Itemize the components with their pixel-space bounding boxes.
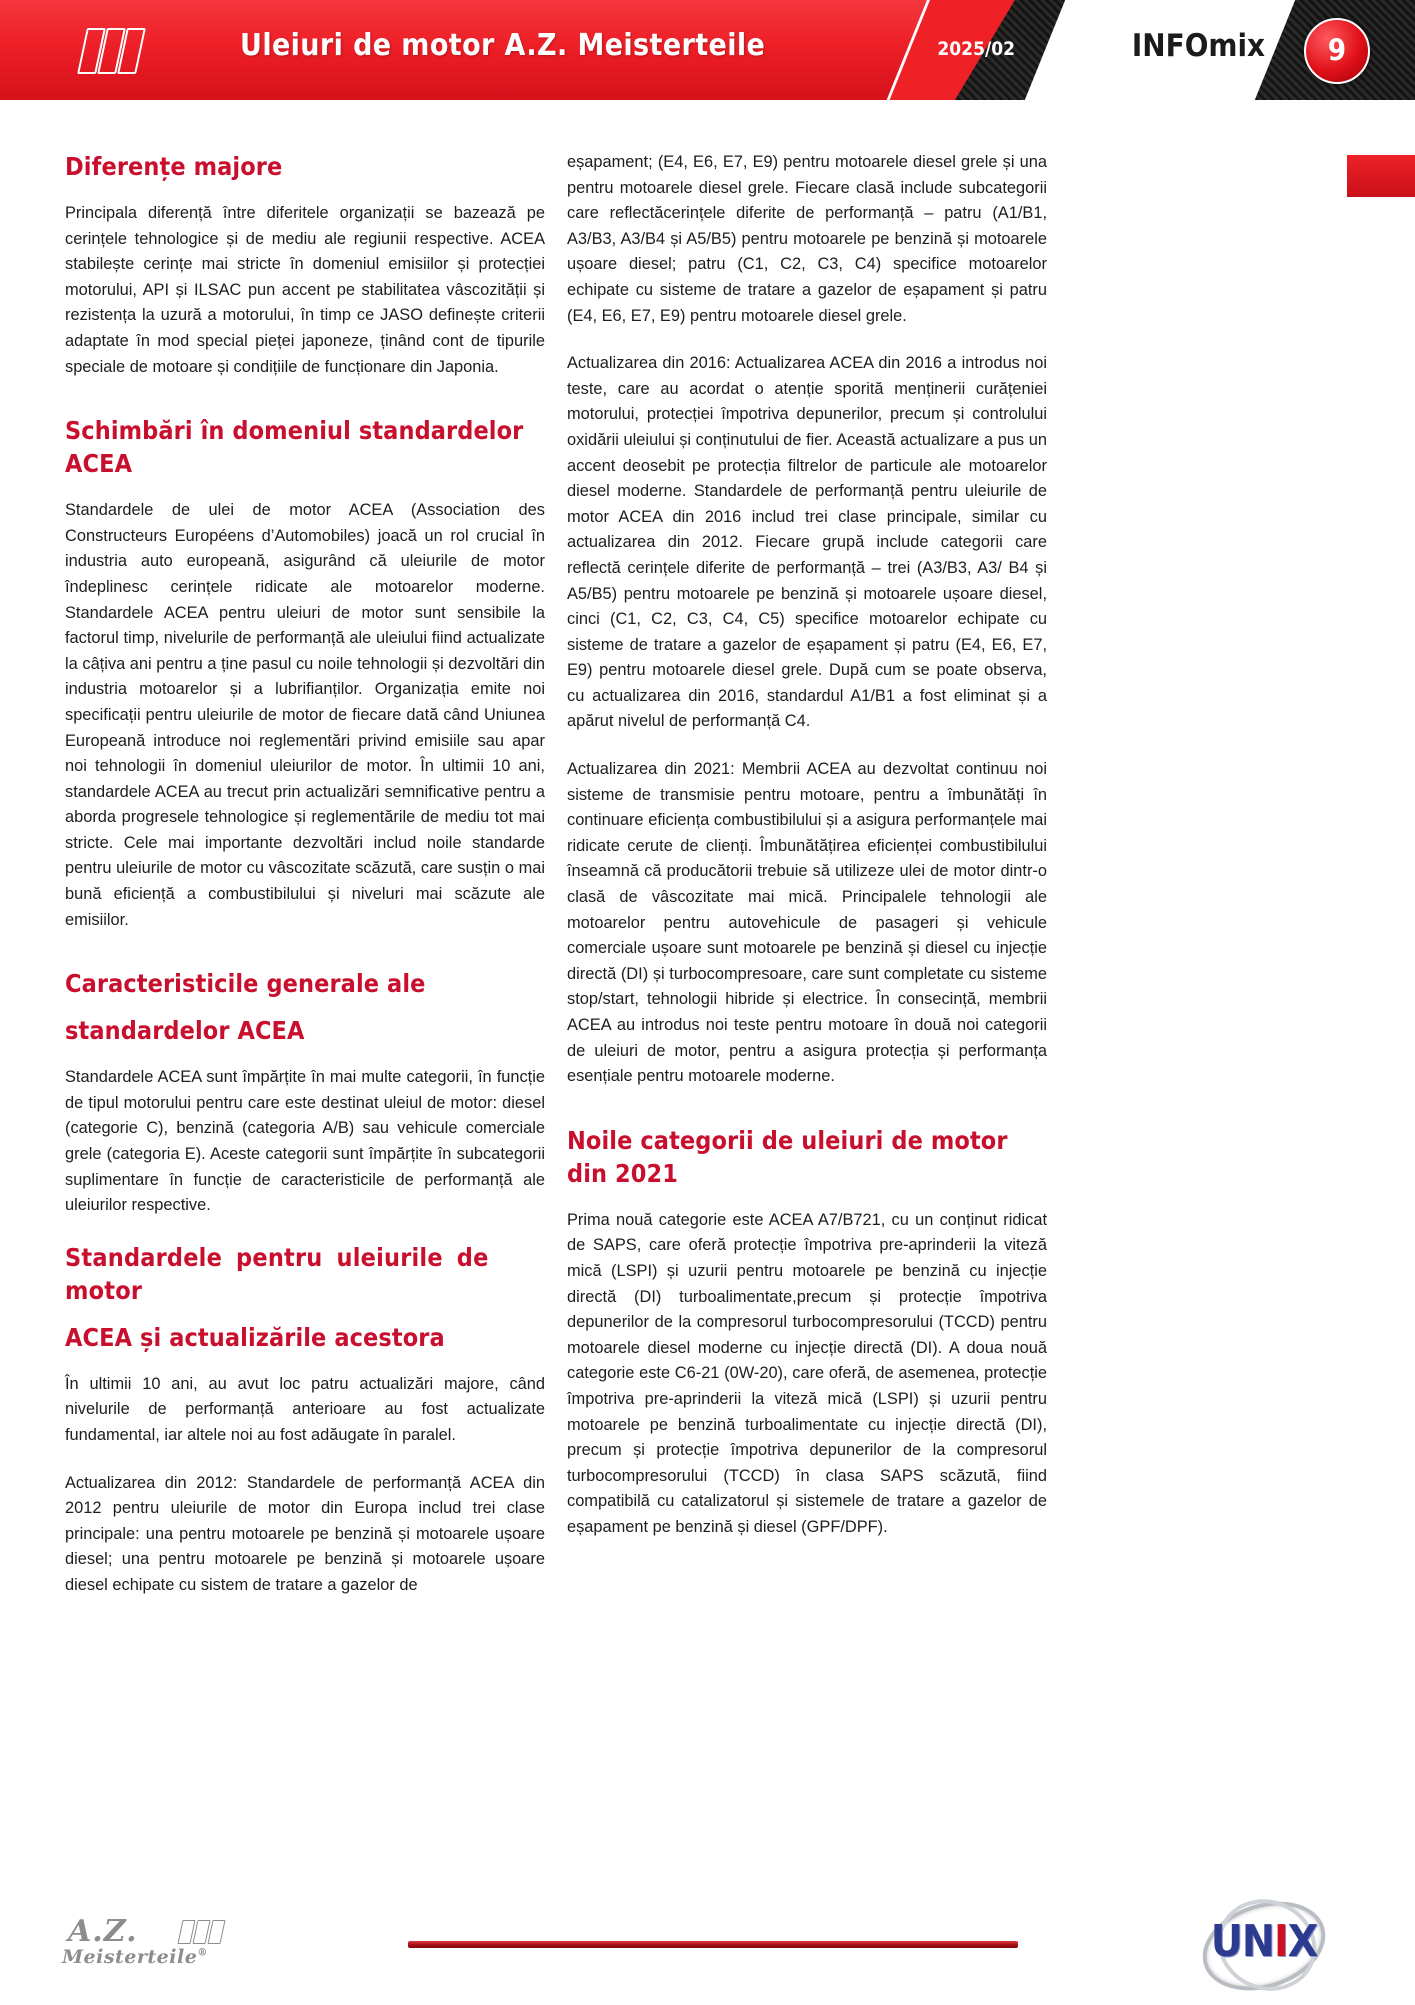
heading-noile-categorii-2021: Noile categorii de uleiuri de motor din 2021 <box>567 1125 1008 1188</box>
page-footer <box>0 1890 1415 2000</box>
right-column <box>567 150 1047 1541</box>
unix-logo <box>1183 1902 1343 1982</box>
paragraph-noile-categorii: Prima nouă categorie este ACEA A7/B721, cu un conținut ridicat de SAPS, care oferă protecție împotriva pre-aprinderii la viteză mică (LSPI) și uzurii pentru motoarele pe benzină cu injecție directă (DI) turboalimentate,precum și protecție împotriva depunerilor de la compresorul turbocompresorului (TCCD) pentru motoarele diesel moderne cu injecție directă (DI). A doua nouă categorie este C6-21 (0W-20), care oferă, de asemenea, protecție împotriva pre-aprinderii la viteză mică (LSPI) și uzurii pentru motoarele pe benzină turboalimentate cu injecție directă (DI), precum și protecție împotriva depunerilor de la compresorul turbocompresorului (TCCD) în clasa SAPS scăzută, fiind compatibilă cu catalizatorul și sistemele de tratare a gazelor de eșapament pe benzină și diesel (GPF/DPF). <box>567 1210 1047 1536</box>
unix-text-i: I <box>1274 1916 1288 1967</box>
az-logo-script: A.Z. <box>68 1914 138 1949</box>
unix-text-left: UN <box>1210 1916 1275 1967</box>
unix-logo-text <box>1189 1916 1339 1967</box>
heading-caracteristici-generale-line2: standardelor ACEA <box>65 1016 305 1046</box>
header-right-block <box>937 0 1415 100</box>
registered-mark: ® <box>197 1947 208 1959</box>
heading-standarde-uleiuri-line2: ACEA și actualizările acestora <box>65 1322 445 1352</box>
issue-date: 2025/02 <box>937 38 1015 60</box>
page-number: 9 <box>1327 33 1347 67</box>
paragraph-actualizarea-2012: Actualizarea din 2012: Standardele de performanță ACEA din 2012 pentru uleiurile de motor din Europa includ trei clase principale: una pentru motoarele pe benzină și motoarele ușoare diesel; una pentru motoarele pe benzină și motoarele ușoare diesel echipate cu sistem de tratare a gazelor de <box>65 1473 545 1594</box>
paragraph-caracteristici-generale: Standardele ACEA sunt împărțite în mai multe categorii, în funcție de tipul motorului pentru care este destinat uleiul de motor: diesel (categorie C), benzină (categoria A/B) sau vehicule comerciale grele (categoria E). Aceste categorii sunt împărțite în subcategorii suplimentare în funcție de caracteristicile de performanță ale uleiurilor respective. <box>65 1068 545 1215</box>
az-three-bars-icon <box>180 1920 232 1944</box>
brand-text: INFOmix <box>1131 28 1265 64</box>
footer-divider <box>408 1941 1018 1948</box>
brand-label <box>1132 28 1265 64</box>
paragraph-esapament-clase: eșapament; (E4, E6, E7, E9) pentru motoarele diesel grele și una pentru motoarele diesel grele. Fiecare clasă include subcategorii care reflectăcerințele diferite de performanță – patru (A1/B1, A3/B3, A3/B4 și A5/B5) pentru motoarele pe benzină și motoarele ușoare diesel; patru (C1, C2, C3, C4) specifice motoarelor echipate cu sisteme de tratare a gazelor de eșapament și patru (E4, E6, E7, E9) pentru motoarele diesel grele. <box>567 153 1047 325</box>
heading-diferente-majore: Diferențe majore <box>65 152 283 181</box>
page-header <box>0 0 1415 100</box>
left-column <box>65 150 545 1599</box>
heading-schimbari-standarde-acea: Schimbări în domeniul standardelor ACEA <box>65 416 524 479</box>
az-logo-subtitle-text: Meisterteile <box>62 1946 198 1968</box>
paragraph-actualizarea-2021: Actualizarea din 2021: Membrii ACEA au dezvoltat continuu noi sisteme de transmisie pentru motoare, pentru a îmbunătăți în continuare eficiența combustibilului și a asigura performanțele mai ridicate cerute de clienți. Îmbunătățirea eficienței combustibilului înseamnă că producătorii trebuie să utilizeze ulei de motor dintr-o clasă de vâscozitate mai mică. Principalele tehnologii ale motoarelor pentru autovehicule de pasageri și vehicule comerciale ușoare sunt motoarele pe benzină și diesel cu injecție directă (DI) și turbocompresoare, care sunt completate cu sisteme stop/start, tehnologii hibride și electrice. În consecință, membrii ACEA au introdus noi teste pentru motoare în două noi categorii de uleiuri de motor, pentru a asigura protecția și performanța esențiale pentru motoarele moderne. <box>567 760 1047 1086</box>
unix-text-right: X <box>1287 1916 1318 1967</box>
az-three-bars-icon <box>82 28 152 72</box>
heading-caracteristici-generale-line1: Caracteristicile generale ale <box>65 969 426 999</box>
az-meisterteile-logo <box>62 1914 262 1978</box>
heading-standarde-uleiuri-line1: Standardele pentru uleiurile de motor <box>65 1242 489 1305</box>
page-number-badge <box>1304 18 1370 84</box>
paragraph-schimbari-standarde-acea: Standardele de ulei de motor ACEA (Association des Constructeurs Européens d’Automobiles) joacă un rol crucial în industria auto europeană, asigurând că uleiurile de motor îndeplinesc cerințele ridicate ale motoarelor moderne. Standardele ACEA pentru uleiuri de motor sunt sensibile la factorul timp, nivelurile de performanță ale uleiului fiind actualizate la câțiva ani pentru a ține pasul cu noile tehnologii și dezvoltări din industria motoarelor și a lubrifianților. Organizația emite noi specificații pentru uleiurile de motor de fiecare dată când Uniunea Europeană introduce noi reglementări privind emisiile sau apar noi tehnologii în domeniul uleiurilor de motor. În ultimii 10 ani, standardele ACEA au trecut prin actualizări semnificative pentru a aborda progresele tehnologice și reglementările de mediu tot mai stricte. Cele mai importante dezvoltări includ noile standarde pentru uleiurile de motor cu vâscozitate scăzută, care susțin o mai bună eficiență a combustibilului și niveluri mai scăzute ale emisiilor. <box>65 501 545 929</box>
edge-tab-marker <box>1347 155 1415 197</box>
page-title: Uleiuri de motor A.Z. Meisterteile <box>240 28 766 63</box>
paragraph-diferente-majore: Principala diferență între diferitele organizații se bazează pe cerințele tehnologice și de mediu ale regiunii respective. ACEA stabilește cerințe mai stricte în domeniul emisiilor și protecției motorului, API și ILSAC pun accent pe stabilitatea vâscozității și rezistența la uzură a motorului, în timp ce JASO definește criterii adaptate în mod special pieței japoneze, ținând cont de tipurile speciale de motoare și condițiile de funcționare din Japonia. <box>65 204 545 376</box>
paragraph-actualizarea-2016: Actualizarea din 2016: Actualizarea ACEA din 2016 a introdus noi teste, care au acordat o atenție sporită menținerii curățeniei motorului, protecției împotriva depunerilor, precum și controlului oxidării uleiului și conținutului de fier. Această actualizare a pus un accent deosebit pe protecția filtrelor de particule ale motoarelor diesel moderne. Standardele de performanță pentru uleiurile de motor ACEA din 2016 includ trei clase principale, similar cu actualizarea din 2012. Fiecare grupă include categorii care reflectă cerințele diferite de performanță – trei (A3/B3, A3/ B4 și A5/B5) pentru motoarele pe benzină și motoarele ușoare diesel, cinci (C1, C2, C3, C4, C5) specifice motoarelor echipate cu sisteme de tratare a gazelor de eșapament și patru (E4, E6, E7, E9) pentru motoarele diesel grele. După cum se poate observa, cu actualizarea din 2016, standardul A1/B1 a fost eliminat și a apărut nivelul de performanță C4. <box>567 354 1047 731</box>
paragraph-patru-actualizari: În ultimii 10 ani, au avut loc patru actualizări majore, când nivelurile de performanță anterioare au fost actualizate fundamental, iar altele noi au fost adăugate în paralel. <box>65 1374 545 1444</box>
az-logo-subtitle <box>62 1946 208 1968</box>
